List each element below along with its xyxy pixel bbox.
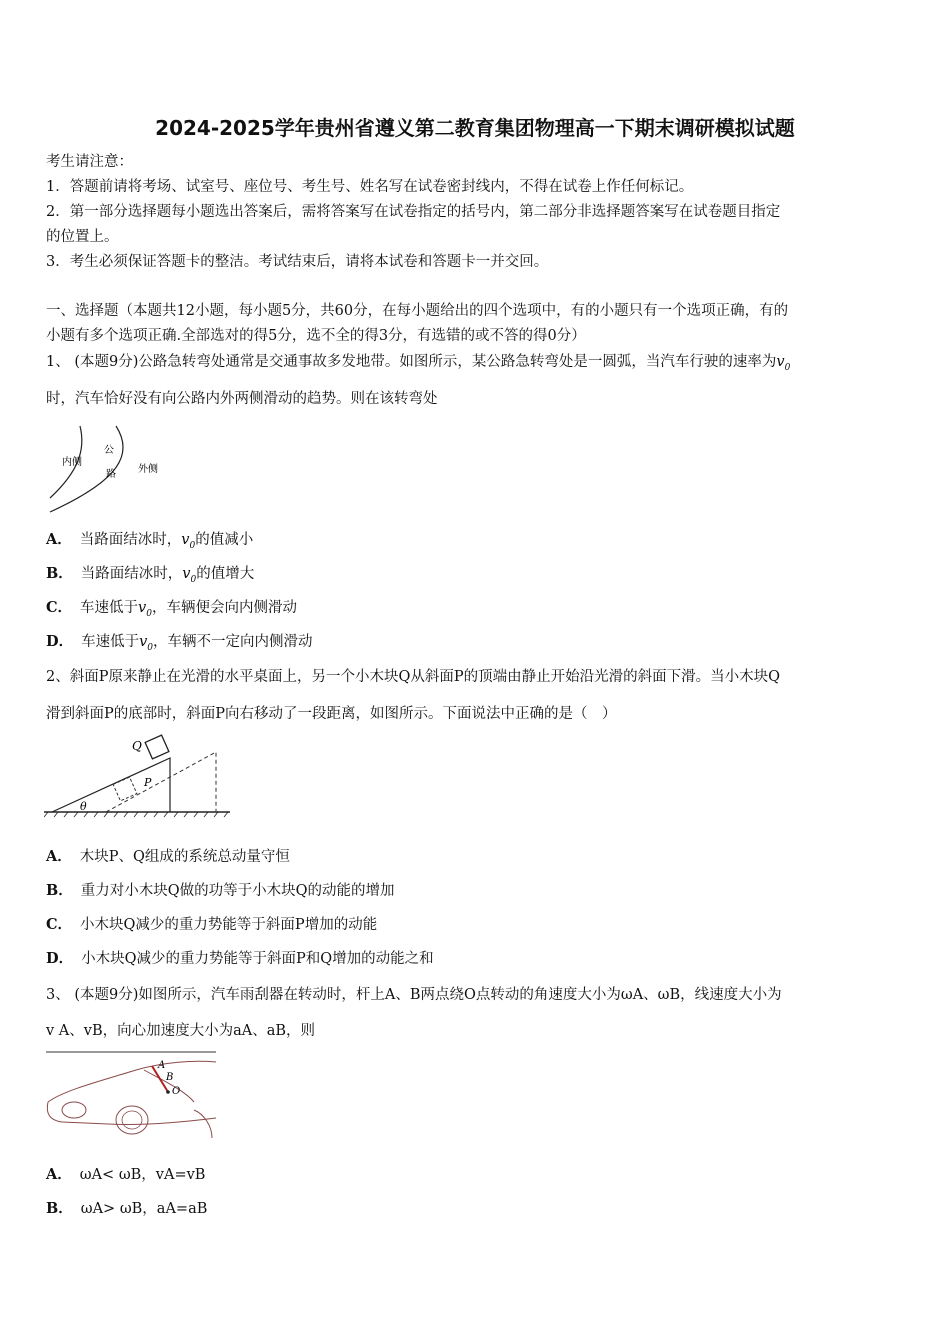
label-road-1: 公 — [104, 445, 114, 456]
q2-incline-figure — [44, 732, 234, 820]
page-title: 2024-2025学年贵州省遵义第二教育集团物理高一下期末调研模拟试题 — [155, 116, 795, 140]
floor-hatch — [44, 812, 228, 817]
q1-stem-text: 1、 (本题9分)公路急转弯处通常是交通事故多发地带。如图所示，某公路急转弯处是一圆弧，当汽车行驶的速率为 — [46, 354, 777, 370]
q3-option-b[interactable]: B． ωA> ωB，aA=aB — [46, 1200, 208, 1217]
q1-road-curve-figure — [46, 420, 176, 516]
section-heading-line2: 小题有多个选项正确.全部选对的得5分，选不全的得3分，有选错的或不答的得0分） — [46, 328, 586, 344]
q2-option-c[interactable]: C． 小木块Q减少的重力势能等于斜面P增加的动能 — [46, 916, 378, 933]
label-inner: 内侧 — [62, 457, 82, 468]
q2-option-d[interactable]: D． 小木块Q减少的重力势能等于斜面P和Q增加的动能之和 — [46, 950, 434, 967]
incline-p-moved — [106, 752, 216, 812]
label-theta: θ — [80, 800, 87, 813]
notice-item-3: 3．考生必须保证答题卡的整洁。考试结束后，请将本试卷和答题卡一并交回。 — [46, 254, 549, 270]
incline-p — [52, 758, 170, 812]
label-q: Q — [132, 739, 142, 753]
block-q — [145, 735, 169, 759]
notice-item-1: 1．答题前请将考场、试室号、座位号、考生号、姓名写在试卷密封线内，不得在试卷上作任何标记。 — [46, 179, 694, 195]
q1-stem-line2: 时，汽车恰好没有向公路内外两侧滑动的趋势。则在该转弯处 — [46, 391, 438, 407]
notice-item-2-cont: 的位置上。 — [46, 229, 119, 245]
car-body-line — [47, 1102, 216, 1125]
label-road-2: 路 — [106, 469, 116, 480]
q2-option-b[interactable]: B． 重力对小木块Q做的功等于小木块Q的动能的增加 — [46, 882, 395, 899]
car-roof-line — [48, 1061, 216, 1102]
label-a: A — [158, 1060, 166, 1071]
section-heading-line1: 一、选择题（本题共12小题，每小题5分，共60分，在每小题给出的四个选项中，有的小题只有一个选项正确，有的 — [46, 303, 789, 319]
q1-option-c[interactable]: C． 车速低于$v_0$，车辆便会向内侧滑动 — [46, 599, 297, 619]
q1-option-d[interactable]: D． 车速低于$v_0$，车辆不一定向内侧滑动 — [46, 633, 313, 653]
notice-heading: 考生请注意： — [46, 154, 133, 170]
q1-option-a[interactable]: A． 当路面结冰时，$v_0$的值减小 — [46, 531, 254, 551]
headlight — [62, 1102, 86, 1118]
q3-car-wiper-figure — [44, 1050, 220, 1138]
label-o: O — [172, 1086, 181, 1097]
label-outer: 外侧 — [138, 464, 158, 475]
label-p: P — [144, 776, 152, 789]
q2-stem-line2: 滑到斜面P的底部时，斜面P向右移动了一段距离，如图所示。下面说法中正确的是（ ） — [46, 706, 617, 722]
pivot-o — [166, 1090, 170, 1094]
q3-stem-line1: 3、 (本题9分)如图所示，汽车雨刮器在转动时，杆上A、B两点绕O点转动的角速度大小为ωA、ωB，线速度大小为 — [46, 987, 782, 1003]
q1-option-b[interactable]: B． 当路面结冰时，$v_0$的值增大 — [46, 565, 255, 585]
q3-stem-line2: v A、vB，向心加速度大小为aA、aB，则 — [46, 1023, 316, 1039]
front-wheel — [122, 1111, 142, 1129]
q2-option-a[interactable]: A． 木块P、Q组成的系统总动量守恒 — [46, 848, 290, 865]
front-wheel-arch — [116, 1106, 148, 1134]
rear-wheel-arch — [194, 1110, 212, 1138]
notice-item-2: 2．第一部分选择题每小题选出答案后，需将答案写在试卷指定的括号内，第二部分非选择题答案写在试卷题目指定 — [46, 204, 781, 220]
label-b: B — [166, 1072, 174, 1083]
q3-option-a[interactable]: A． ωA< ωB，vA=vB — [46, 1166, 206, 1183]
q1-stem-line1 — [46, 352, 906, 378]
q1-v0: $v_0$ — [776, 354, 791, 373]
q2-stem-line1: 2、斜面P原来静止在光滑的水平桌面上，另一个小木块Q从斜面P的顶端由静止开始沿光滑的斜面下滑。当小木块Q — [46, 669, 781, 685]
